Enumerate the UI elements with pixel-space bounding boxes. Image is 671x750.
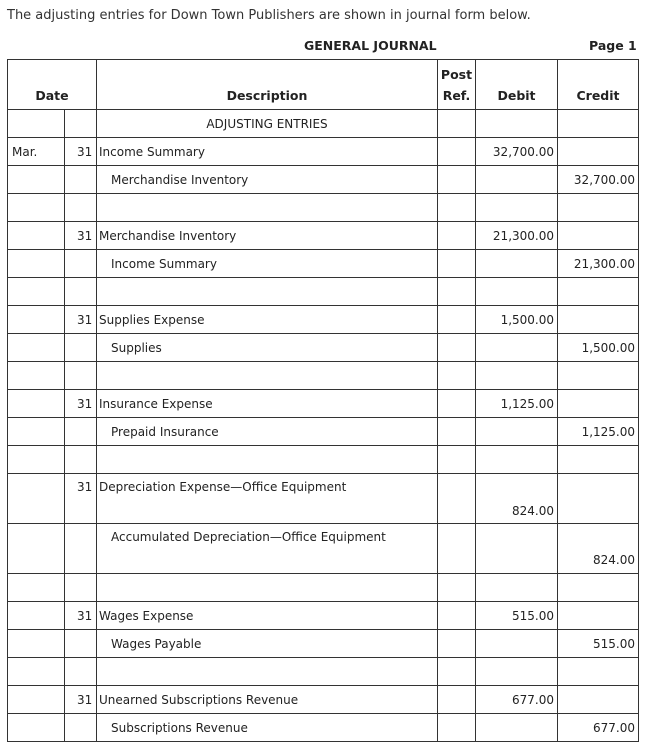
entry-description: ADJUSTING ENTRIES — [97, 110, 438, 138]
post-ref — [438, 524, 476, 574]
post-ref — [438, 194, 476, 222]
entry-description — [97, 194, 438, 222]
credit-amount — [558, 194, 639, 222]
post-ref — [438, 390, 476, 418]
post-ref — [438, 602, 476, 630]
journal-row — [8, 138, 639, 166]
journal-title: GENERAL JOURNAL — [304, 38, 437, 53]
credit-amount: 21,300.00 — [558, 250, 639, 278]
debit-amount — [476, 110, 558, 138]
entry-description: Accumulated Depreciation—Office Equipment — [97, 524, 438, 574]
journal-row — [8, 446, 639, 474]
credit-amount — [558, 222, 639, 250]
credit-amount — [558, 278, 639, 306]
date-day — [65, 110, 97, 138]
date-day — [65, 278, 97, 306]
journal-row — [8, 474, 639, 524]
post-ref — [438, 362, 476, 390]
post-ref — [438, 630, 476, 658]
credit-amount: 824.00 — [558, 524, 639, 574]
entry-description: Merchandise Inventory — [97, 166, 438, 194]
credit-amount: 1,500.00 — [558, 334, 639, 362]
header-debit: Debit — [476, 60, 558, 110]
debit-amount: 1,500.00 — [476, 306, 558, 334]
date-day: 31 — [65, 138, 97, 166]
post-ref — [438, 334, 476, 362]
debit-amount: 32,700.00 — [476, 138, 558, 166]
post-ref — [438, 714, 476, 742]
date-month — [8, 474, 65, 524]
journal-row — [8, 110, 639, 138]
date-month — [8, 250, 65, 278]
entry-description: Supplies Expense — [97, 306, 438, 334]
date-month: Mar. — [8, 138, 65, 166]
date-day — [65, 194, 97, 222]
post-ref — [438, 110, 476, 138]
debit-amount — [476, 278, 558, 306]
entry-description: Merchandise Inventory — [97, 222, 438, 250]
date-month — [8, 602, 65, 630]
credit-amount — [558, 686, 639, 714]
credit-amount — [558, 574, 639, 602]
post-ref — [438, 418, 476, 446]
journal-row — [8, 630, 639, 658]
date-day: 31 — [65, 602, 97, 630]
date-day: 31 — [65, 474, 97, 524]
debit-amount: 677.00 — [476, 686, 558, 714]
entry-description: Insurance Expense — [97, 390, 438, 418]
header-post-ref-line2: Ref. — [442, 87, 471, 103]
entry-description — [97, 658, 438, 686]
date-month — [8, 278, 65, 306]
date-month — [8, 630, 65, 658]
date-day — [65, 446, 97, 474]
date-day — [65, 658, 97, 686]
debit-amount: 824.00 — [476, 474, 558, 524]
journal-row — [8, 602, 639, 630]
journal-body — [8, 110, 639, 742]
entry-description: Unearned Subscriptions Revenue — [97, 686, 438, 714]
journal-row — [8, 418, 639, 446]
date-month — [8, 686, 65, 714]
journal-row — [8, 658, 639, 686]
journal-row — [8, 714, 639, 742]
debit-amount — [476, 418, 558, 446]
date-month — [8, 714, 65, 742]
post-ref — [438, 166, 476, 194]
credit-amount — [558, 474, 639, 524]
debit-amount — [476, 630, 558, 658]
entry-description: Prepaid Insurance — [97, 418, 438, 446]
header-post-ref-line1: Post — [440, 66, 473, 82]
entry-description: Wages Payable — [97, 630, 438, 658]
post-ref — [438, 278, 476, 306]
journal-row — [8, 278, 639, 306]
post-ref — [438, 222, 476, 250]
date-month — [8, 362, 65, 390]
date-month — [8, 110, 65, 138]
journal-row — [8, 362, 639, 390]
credit-amount — [558, 138, 639, 166]
credit-amount: 1,125.00 — [558, 418, 639, 446]
date-day — [65, 574, 97, 602]
entry-description — [97, 362, 438, 390]
date-month — [8, 334, 65, 362]
journal-row — [8, 390, 639, 418]
post-ref — [438, 574, 476, 602]
debit-amount — [476, 362, 558, 390]
header-post-ref — [438, 60, 476, 110]
entry-description: Depreciation Expense—Office Equipment — [97, 474, 438, 524]
debit-amount: 21,300.00 — [476, 222, 558, 250]
journal-row — [8, 334, 639, 362]
post-ref — [438, 474, 476, 524]
date-month — [8, 446, 65, 474]
date-day — [65, 362, 97, 390]
credit-amount: 515.00 — [558, 630, 639, 658]
debit-amount — [476, 250, 558, 278]
post-ref — [438, 446, 476, 474]
date-month — [8, 574, 65, 602]
date-day — [65, 630, 97, 658]
journal-row — [8, 574, 639, 602]
credit-amount — [558, 446, 639, 474]
entry-description: Income Summary — [97, 250, 438, 278]
general-journal-table — [7, 59, 639, 742]
post-ref — [438, 250, 476, 278]
date-day — [65, 418, 97, 446]
date-month — [8, 194, 65, 222]
debit-amount — [476, 194, 558, 222]
journal-row — [8, 524, 639, 574]
date-day: 31 — [65, 390, 97, 418]
credit-amount: 677.00 — [558, 714, 639, 742]
debit-amount — [476, 166, 558, 194]
journal-row — [8, 222, 639, 250]
journal-row — [8, 306, 639, 334]
date-day: 31 — [65, 686, 97, 714]
entry-description: Wages Expense — [97, 602, 438, 630]
entry-description — [97, 446, 438, 474]
date-month — [8, 166, 65, 194]
post-ref — [438, 306, 476, 334]
credit-amount — [558, 362, 639, 390]
post-ref — [438, 138, 476, 166]
page-number: Page 1 — [589, 38, 637, 53]
debit-amount — [476, 714, 558, 742]
debit-amount — [476, 524, 558, 574]
entry-description: Subscriptions Revenue — [97, 714, 438, 742]
date-month — [8, 222, 65, 250]
debit-amount: 1,125.00 — [476, 390, 558, 418]
entry-description: Income Summary — [97, 138, 438, 166]
date-month — [8, 418, 65, 446]
date-day: 31 — [65, 306, 97, 334]
date-day: 31 — [65, 222, 97, 250]
date-day — [65, 250, 97, 278]
date-day — [65, 524, 97, 574]
journal-row — [8, 166, 639, 194]
post-ref — [438, 686, 476, 714]
date-month — [8, 306, 65, 334]
intro-text: The adjusting entries for Down Town Publishers are shown in journal form below. — [7, 8, 531, 23]
date-day — [65, 166, 97, 194]
header-date: Date — [8, 60, 97, 110]
entry-description — [97, 278, 438, 306]
date-month — [8, 524, 65, 574]
debit-amount — [476, 574, 558, 602]
credit-amount — [558, 390, 639, 418]
header-credit: Credit — [558, 60, 639, 110]
debit-amount — [476, 658, 558, 686]
debit-amount — [476, 446, 558, 474]
debit-amount: 515.00 — [476, 602, 558, 630]
post-ref — [438, 658, 476, 686]
entry-description: Supplies — [97, 334, 438, 362]
credit-amount — [558, 110, 639, 138]
header-row — [8, 60, 639, 110]
credit-amount — [558, 658, 639, 686]
journal-row — [8, 250, 639, 278]
debit-amount — [476, 334, 558, 362]
date-month — [8, 390, 65, 418]
date-day — [65, 714, 97, 742]
header-description: Description — [97, 60, 438, 110]
journal-row — [8, 194, 639, 222]
credit-amount — [558, 602, 639, 630]
credit-amount — [558, 306, 639, 334]
entry-description — [97, 574, 438, 602]
credit-amount: 32,700.00 — [558, 166, 639, 194]
journal-row — [8, 686, 639, 714]
date-day — [65, 334, 97, 362]
date-month — [8, 658, 65, 686]
